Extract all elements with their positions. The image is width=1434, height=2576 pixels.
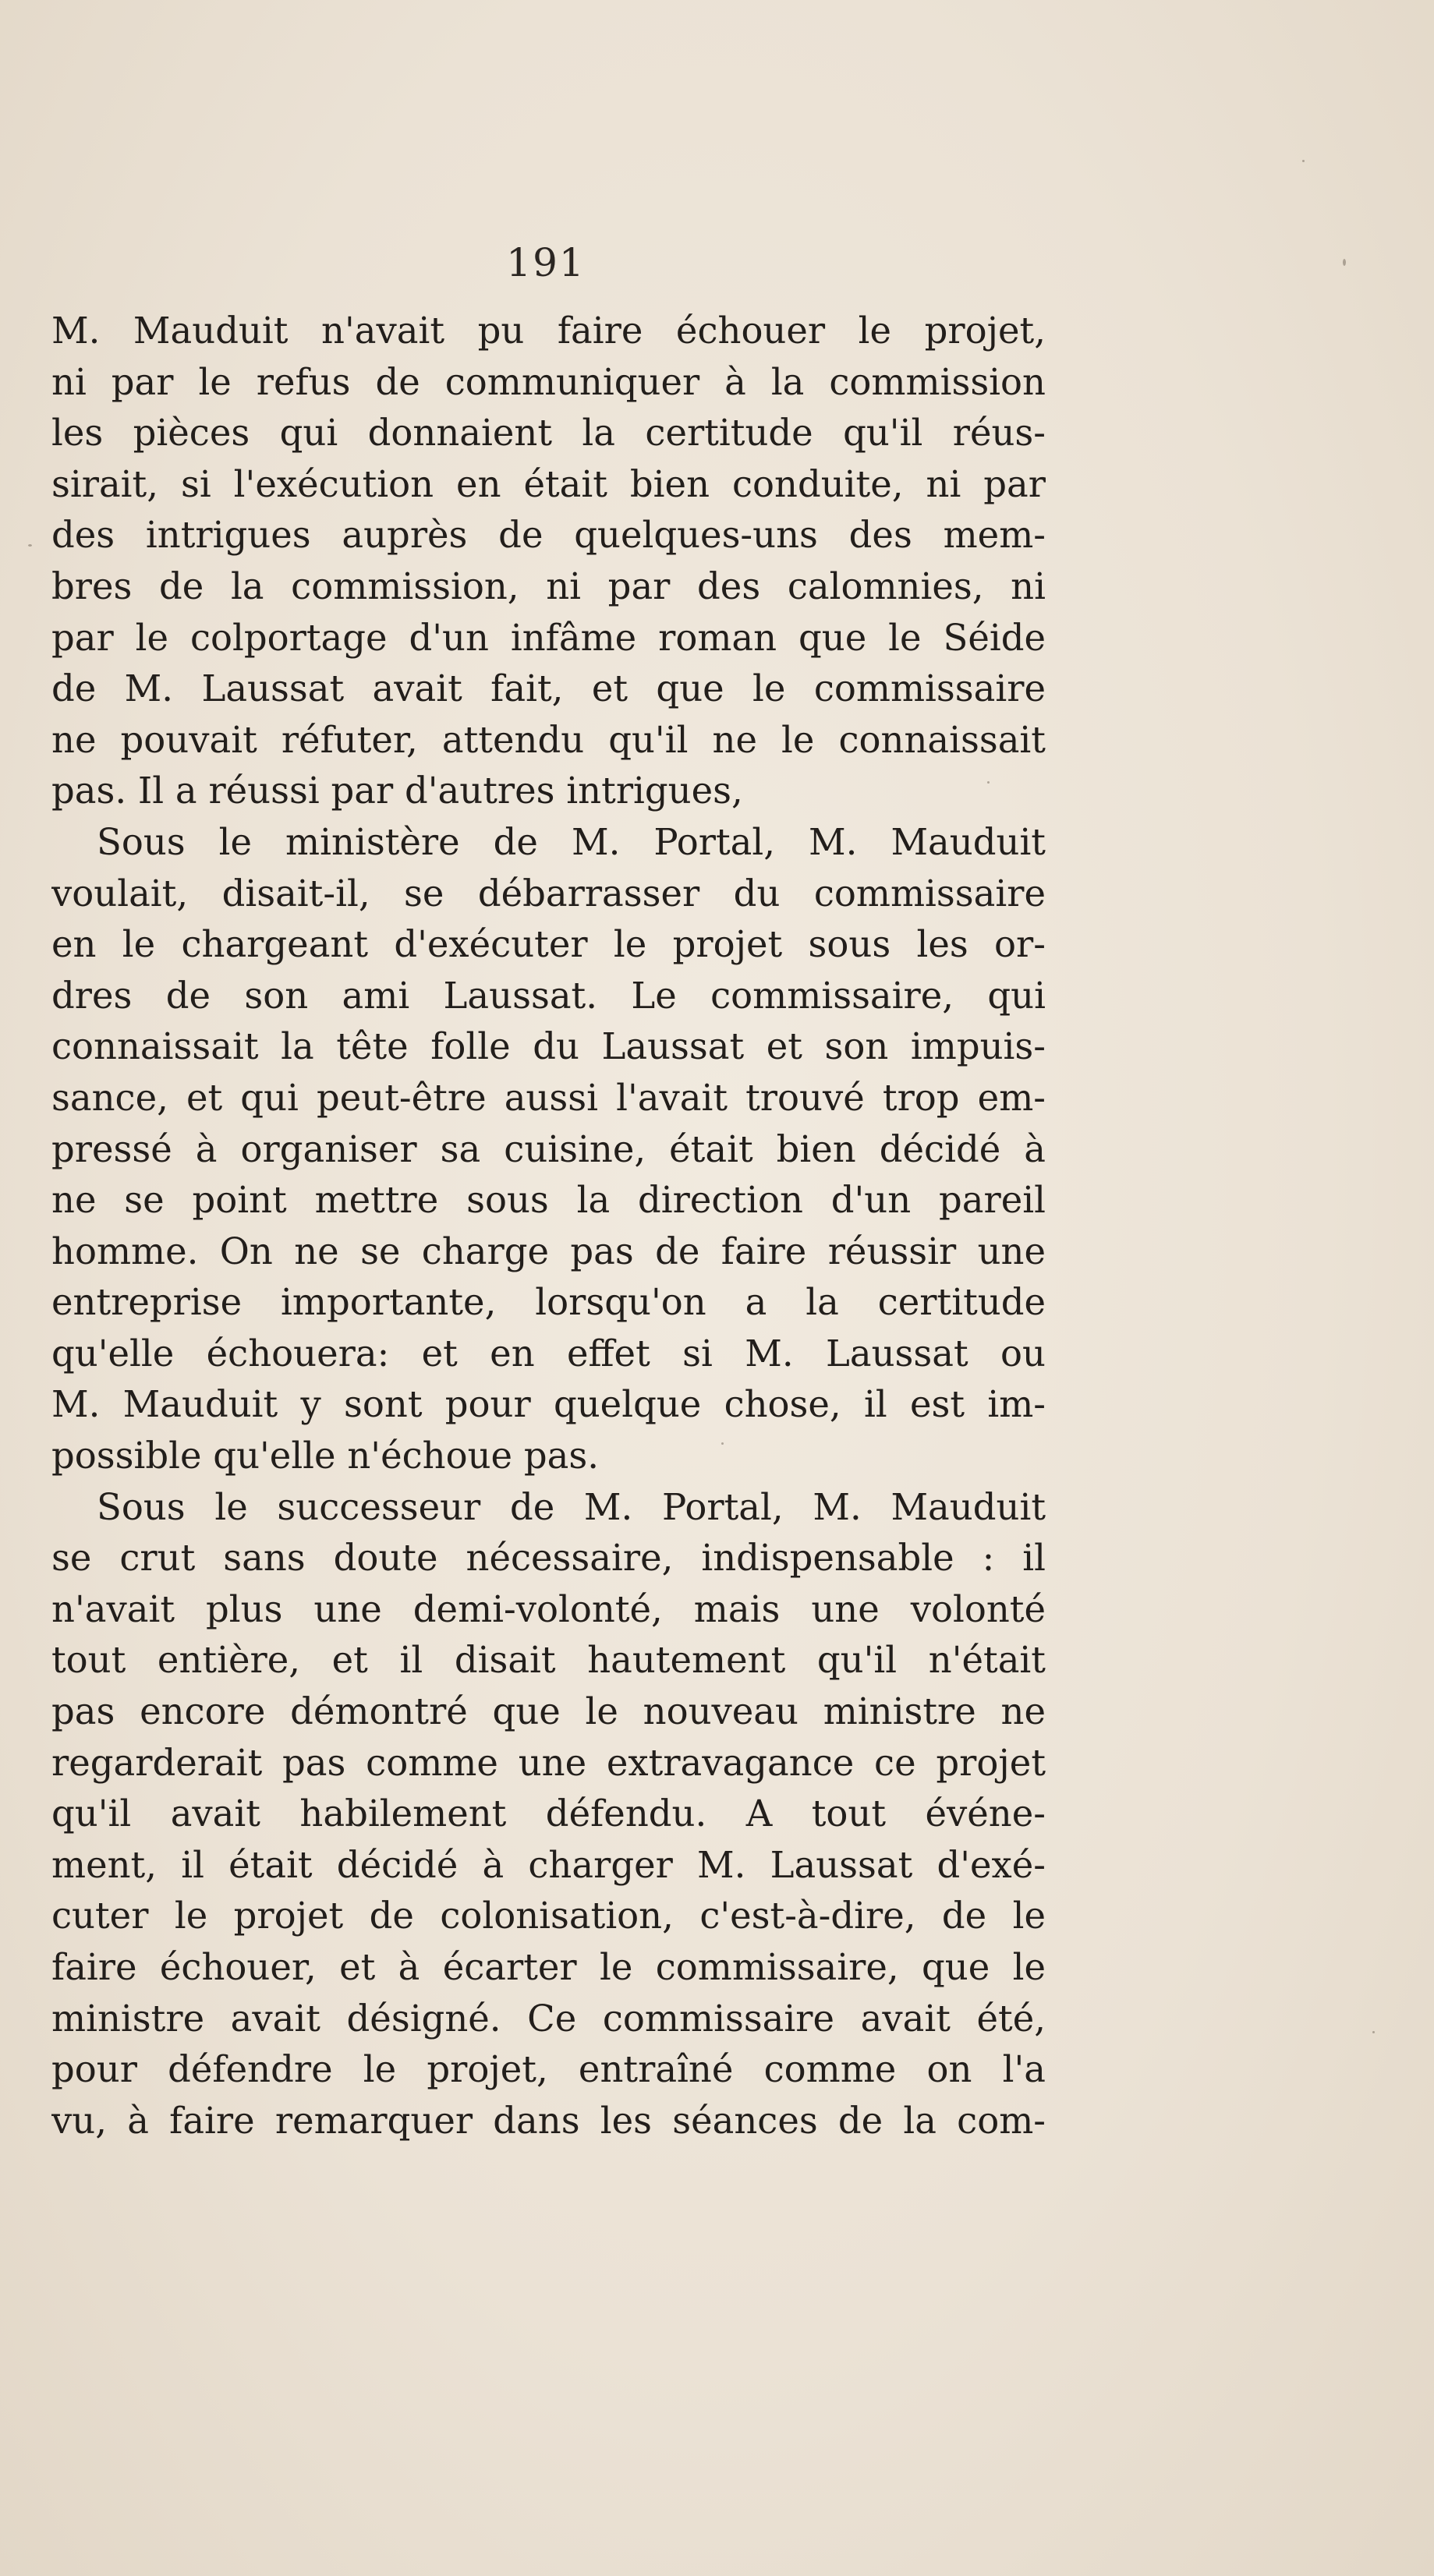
text-line: cuter le projet de colonisation, c'est-à-dire, de le: [51, 1895, 1046, 1937]
text-line: tout entière, et il disait hautement qu'il n'était: [51, 1639, 1046, 1682]
paper-speck: [28, 544, 32, 547]
text-line: pas. Il a réussi par d'autres intrigues,: [51, 770, 743, 812]
text-line: entreprise importante, lorsqu'on a la certitude: [51, 1281, 1046, 1324]
text-line: ment, il était décidé à charger M. Laussat d'exé-: [51, 1843, 1046, 1886]
text-line: de M. Laussat avait fait, et que le commissaire: [51, 667, 1046, 710]
text-line: sance, et qui peut-être aussi l'avait trouvé trop em-: [51, 1076, 1046, 1119]
text-line: des intrigues auprès de quelques-uns des mem-: [51, 514, 1046, 557]
text-line: ne pouvait réfuter, attendu qu'il ne le connaissait: [51, 718, 1046, 761]
text-line: homme. On ne se charge pas de faire réussir une: [51, 1230, 1046, 1272]
text-line: pas encore démontré que le nouveau ministre ne: [51, 1690, 1046, 1733]
paper-speck: [721, 1442, 724, 1445]
text-line: ministre avait désigné. Ce commissaire avait été,: [51, 1997, 1046, 2040]
text-line: pour défendre le projet, entraîné comme on l'a: [51, 2048, 1046, 2091]
text-line: les pièces qui donnaient la certitude qu'il réus-: [51, 412, 1046, 455]
text-line: ni par le refus de communiquer à la commission: [51, 360, 1046, 403]
text-line: qu'il avait habilement défendu. A tout événe-: [51, 1792, 1046, 1835]
paper-speck: [1343, 259, 1346, 266]
text-line: par le colportage d'un infâme roman que le Séide: [51, 616, 1046, 659]
text-line: n'avait plus une demi-volonté, mais une volonté: [51, 1587, 1046, 1630]
text-line: possible qu'elle n'échoue pas.: [51, 1435, 599, 1477]
text-line: en le chargeant d'exécuter le projet sous les or-: [51, 923, 1046, 966]
text-line: sirait, si l'exécution en était bien conduite, ni par: [51, 462, 1046, 505]
text-line: M. Mauduit y sont pour quelque chose, il est im-: [51, 1383, 1046, 1426]
text-line: faire échouer, et à écarter le commissaire, que le: [51, 1946, 1046, 1988]
text-line: voulait, disait-il, se débarrasser du commissaire: [51, 872, 1046, 915]
paper-speck: [1302, 160, 1305, 162]
paper-speck: [987, 781, 990, 784]
text-line: dres de son ami Laussat. Le commissaire, qui: [51, 974, 1046, 1017]
text-line: Sous le ministère de M. Portal, M. Mauduit: [97, 820, 1046, 863]
text-line: se crut sans doute nécessaire, indispensable : il: [51, 1537, 1046, 1580]
text-line: qu'elle échouera: et en effet si M. Laussat ou: [51, 1332, 1046, 1375]
text-line: connaissait la tête folle du Laussat et son impuis-: [51, 1025, 1046, 1068]
text-line: vu, à faire remarquer dans les séances de la com-: [51, 2099, 1046, 2142]
page-number: 191: [506, 240, 586, 285]
text-line: bres de la commission, ni par des calomnies, ni: [51, 564, 1046, 607]
text-line: Sous le successeur de M. Portal, M. Mauduit: [97, 1485, 1046, 1528]
text-line: M. Mauduit n'avait pu faire échouer le projet,: [51, 310, 1046, 352]
page-text: [51, 306, 1046, 2146]
text-line: ne se point mettre sous la direction d'un pareil: [51, 1179, 1046, 1222]
text-line: pressé à organiser sa cuisine, était bien décidé à: [51, 1127, 1046, 1170]
text-line: regarderait pas comme une extravagance ce projet: [51, 1741, 1046, 1784]
paper-speck: [1372, 2031, 1375, 2033]
